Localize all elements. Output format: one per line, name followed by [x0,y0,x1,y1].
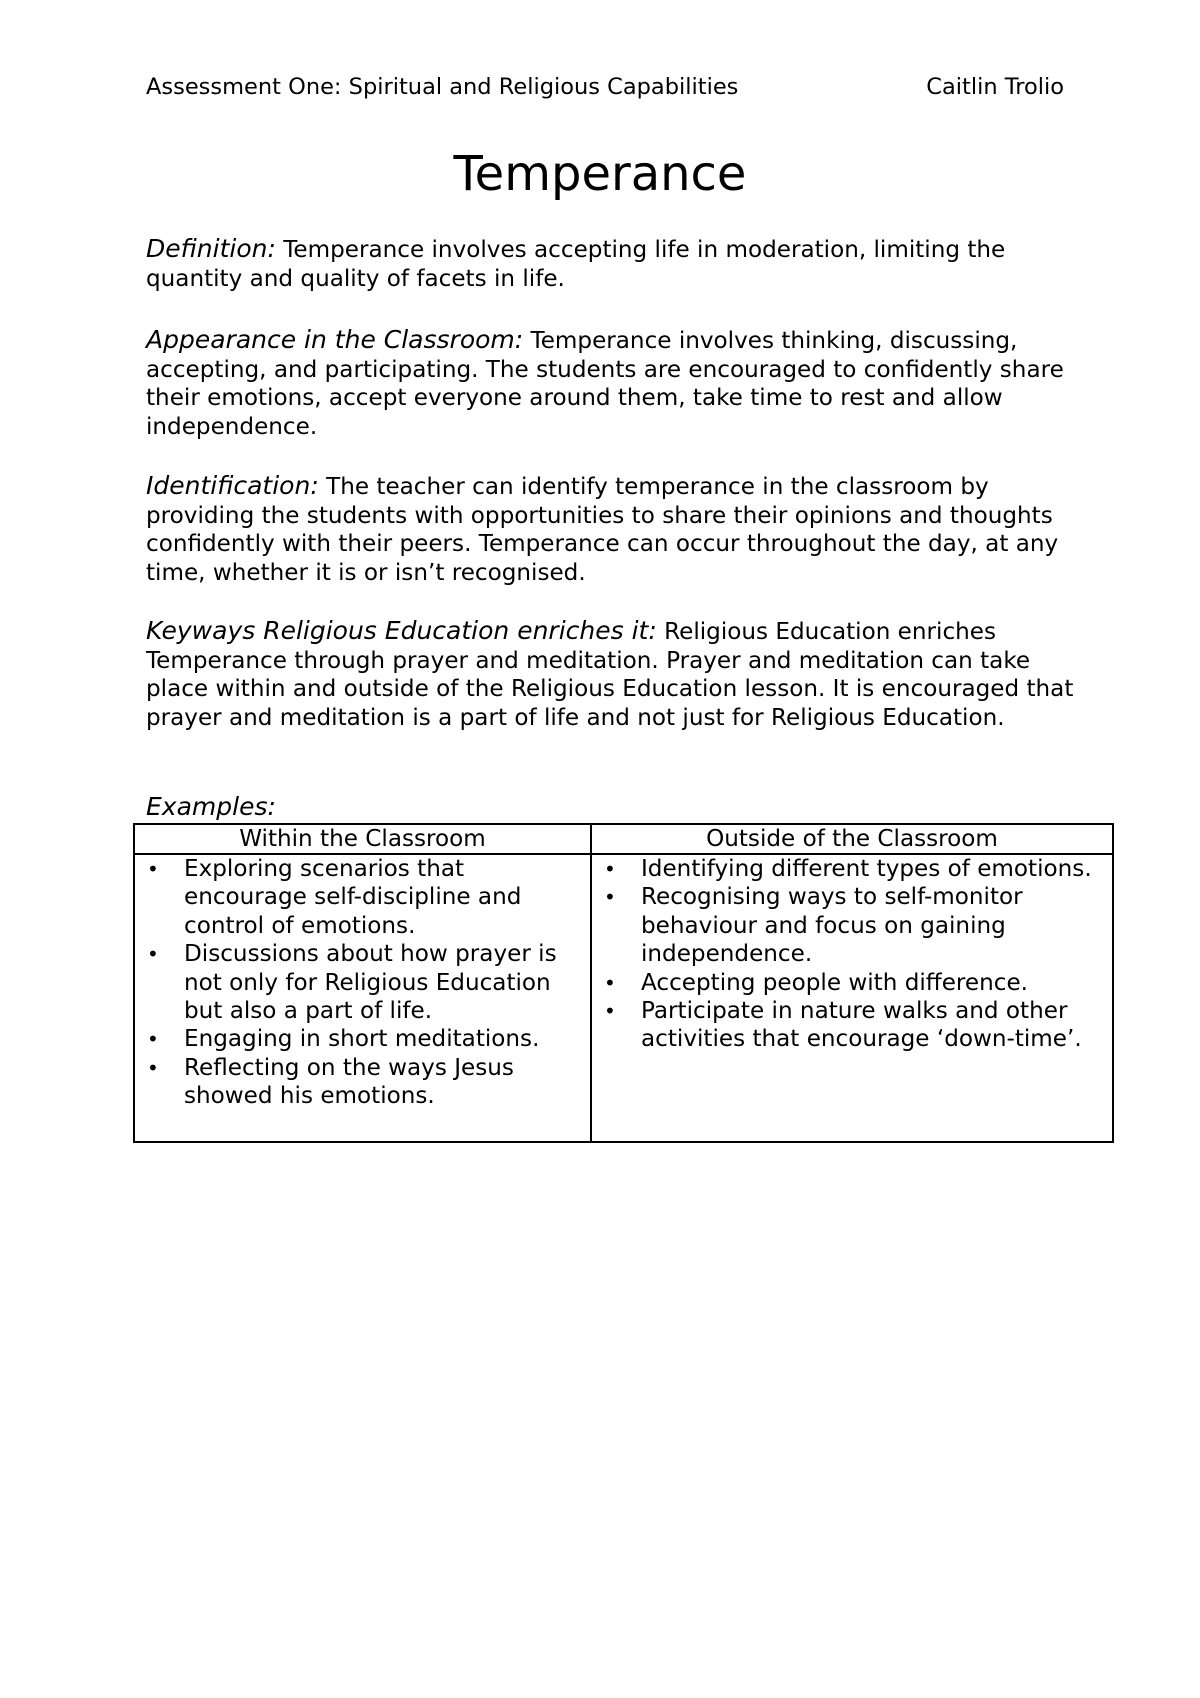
list-item [135,1054,590,1111]
list-item-text: Reflecting on the ways Jesus showed his emotions. [184,1054,514,1110]
list-item [135,940,590,1025]
bullet-icon: • [147,1055,159,1080]
appearance-heading: Appearance in the Classroom: [146,325,524,354]
definition-text: Temperance involves accepting life in moderation, limiting the quantity and quality of facets in life. [146,237,1006,292]
header-author-name: Caitlin Trolio [926,74,1064,100]
keyways-section [146,617,1081,733]
examples-header-row [134,824,1113,854]
list-item-text: Exploring scenarios that encourage self-discipline and control of emotions. [184,856,522,939]
list-item [135,855,590,940]
bullet-icon: • [147,857,159,881]
bullet-icon: • [147,942,159,967]
list-item [592,969,1112,997]
document-title: Temperance [453,146,747,202]
outside-classroom-list [592,855,1112,1054]
within-classroom-list [135,855,590,1111]
list-item-text: Identifying different types of emotions. [641,856,1092,882]
list-item-text: Discussions about how prayer is not only for Religious Education but also a part of life. [184,941,557,1025]
keyways-text: Religious Education enriches Temperance through prayer and meditation. Prayer and meditation can take place within and outside of the Religious Education lesson. It is encouraged that prayer and meditation is a part of life and not just for Religious Education. [146,619,1074,732]
list-item [592,997,1112,1054]
examples-table [133,823,1114,1143]
identification-text: The teacher can identify temperance in the classroom by providing the students with opportunities to share their opinions and thoughts confidently with their peers. Temperance can occur throughout the day, at any time, whether it is or isn’t recognised. [146,474,1059,587]
keyways-heading: Keyways Religious Education enriches it: [146,616,657,645]
examples-body-row [134,854,1113,1142]
appearance-text: Temperance involves thinking, discussing, accepting, and participating. The students are encouraged to confidently share their emotions, accept everyone around them, take time to rest and allow independence. [146,328,1064,441]
bullet-icon: • [604,857,616,881]
within-classroom-cell [134,854,591,1142]
header-assessment-title: Assessment One: Spiritual and Religious Capabilities [146,74,739,100]
list-item-text: Recognising ways to self-monitor behaviour and focus on gaining independence. [641,884,1023,968]
page-header [146,70,1064,104]
examples-heading: Examples: [146,792,276,821]
column-header-within-classroom: Within the Classroom [134,824,591,854]
identification-heading: Identification: [146,471,319,500]
list-item-text: Engaging in short meditations. [184,1026,540,1053]
appearance-section [146,326,1081,442]
outside-classroom-cell [591,854,1113,1142]
list-item-text: Accepting people with difference. [641,969,1028,996]
definition-section [146,235,1081,293]
bullet-icon: • [147,1027,159,1052]
list-item-text: Participate in nature walks and other activities that encourage ‘down-time’. [641,998,1082,1053]
list-item [592,855,1112,883]
bullet-icon: • [604,885,616,910]
bullet-icon: • [604,970,616,995]
list-item [592,883,1112,968]
list-item [135,1025,590,1053]
bullet-icon: • [604,999,616,1024]
identification-section [146,472,1081,588]
definition-heading: Definition: [146,234,276,263]
column-header-outside-classroom: Outside of the Classroom [591,824,1113,854]
